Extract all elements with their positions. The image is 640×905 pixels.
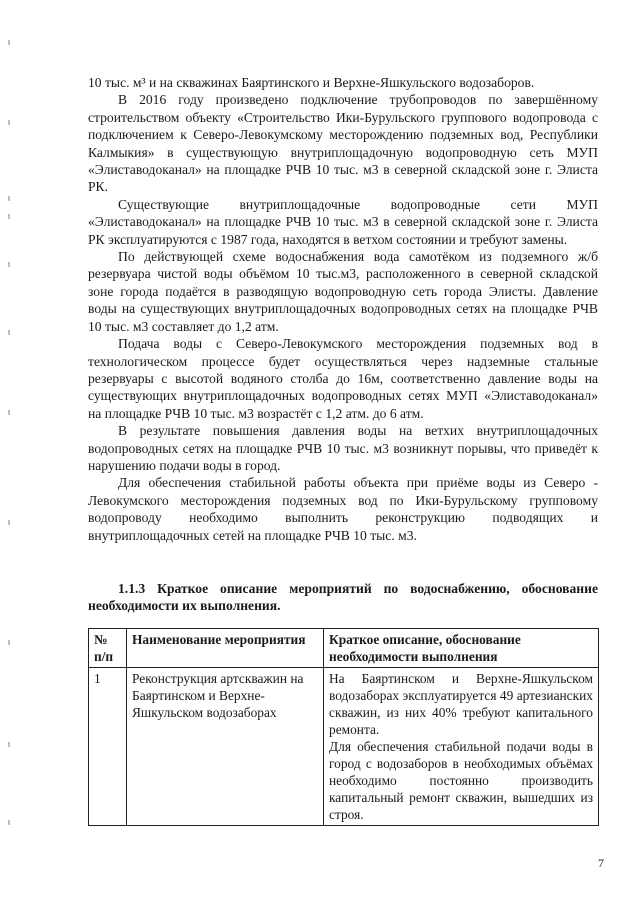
paragraph: 10 тыс. м³ и на скважинах Баяртинского и Верхне-Яшкульского водозаборов. [88, 75, 535, 90]
description-paragraph: Для обеспечения стабильной подачи воды в город с водозаборов в необходимых объёмах необходимо постоянно производить капитальный ремонт скважин, вышедших из строя. [329, 739, 593, 822]
table-header-row [89, 629, 599, 668]
row-number: 1 [89, 668, 127, 826]
body-text [88, 74, 598, 544]
paragraph: Для обеспечения стабильной работы объекта при приёме воды из Северо - Левокумского месторождения подземных вод по Ики-Бурульскому групповому водопроводу необходимо выполнить реконструкцию подводящих и внутриплощадочных сетей на площадке РЧВ 10 тыс. м3. [88, 475, 598, 543]
paragraph: Подача воды с Северо-Левокумского месторождения подземных вод в технологическом процессе будет осуществляться через надземные стальные резервуары с высотой водяного столба до 16м, соответственно давление воды на существующих внутриплощадочных водопроводных сетях МУП «Элиставодоканал» на площадке РЧВ 10 тыс. м3 возрастёт с 1,2 атм. до 6 атм. [88, 336, 598, 421]
paragraph: Существующие внутриплощадочные водопроводные сети МУП «Элиставодоканал» на площадке РЧВ 10 тыс. м3 в северной складской зоне г. Элиста РК эксплуатируются с 1987 года, находятся в ветхом состоянии и требуют замены. [88, 196, 598, 247]
paragraph: По действующей схеме водоснабжения вода самотёком из подземного ж/б резервуара чистой воды объёмом 10 тыс.м3, расположенного в северной складской зоне города подаётся в разводящую водопроводную сеть города Элисты. Давление воды на существующих внутриплощадочных водопроводных сетях на площадке РЧВ 10 тыс. м3 составляет до 1,2 атм. [88, 249, 598, 334]
measures-table [88, 628, 599, 826]
description-paragraph: На Баяртинском и Верхне-Яшкульском водозаборах эксплуатируется 49 артезианских скважин, из них 40% требуют капитального ремонта. [329, 671, 593, 737]
paragraph: В 2016 году произведено подключение трубопроводов по завершённому строительством объекту «Строительство Ики-Бурульского группового водопровода с подключением к Северо-Левокумскому месторождению подземных вод, Республики Калмыкия» в существующую внутриплощадочную водопроводную сеть МУП «Элиставодоканал» на площадке РЧВ 10 тыс. м3 в северной складской зоне г. Элиста РК. [88, 92, 598, 195]
table-row [89, 668, 599, 826]
row-name: Реконструкция артскважин на Баяртинском и Верхне-Яшкульском водозаборах [127, 668, 324, 826]
column-header-number: № п/п [89, 629, 127, 668]
page-number: 7 [598, 856, 604, 870]
scan-margin-marks [6, 0, 16, 905]
column-header-name: Наименование мероприятия [127, 629, 324, 668]
section-heading: 1.1.3 Краткое описание мероприятий по водоснабжению, обоснование необходимости их выполнения. [88, 581, 598, 614]
column-header-description: Краткое описание, обоснование необходимости выполнения [324, 629, 599, 668]
row-description [324, 668, 599, 826]
paragraph: В результате повышения давления воды на ветхих внутриплощадочных водопроводных сетях на площадке РЧВ 10 тыс. м3 возникнут порывы, что приведёт к нарушению подачи воды в город. [88, 423, 598, 473]
